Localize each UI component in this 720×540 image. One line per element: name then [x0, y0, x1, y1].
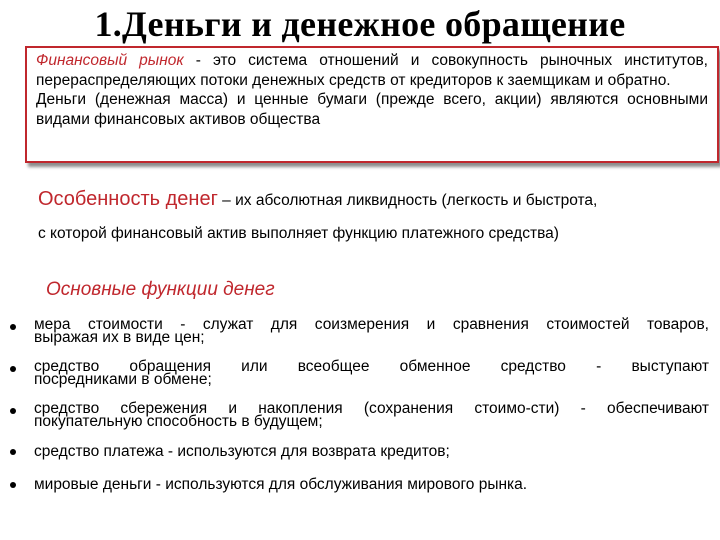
function-line: покупательную способность в будущем; [34, 413, 323, 430]
function-text [34, 402, 709, 428]
definition-box [25, 46, 719, 163]
assets-paragraph: Деньги (денежная масса) и ценные бумаги (прежде всего, акции) являются основными видами финансовых активов общества [36, 91, 708, 128]
functions-heading: Основные функции денег [46, 279, 275, 300]
function-line: мера стоимости - служат для соизмерения и сравнения стоимостей товаров, [34, 316, 709, 333]
function-line: посредниками в обмене; [34, 371, 212, 388]
function-line: средство обращения или всеобщее обменное средство - выступают [34, 358, 709, 375]
bullet-icon [10, 482, 16, 488]
function-text [34, 318, 709, 344]
money-feature [38, 183, 713, 250]
bullet-icon [10, 449, 16, 455]
feature-line-1 [38, 183, 713, 217]
function-text [34, 360, 709, 386]
definition-text: - это система отношений и совокупность рыночных институтов, перераспределяющих потоки денежных средств от кредиторов к заемщикам и обратно. [36, 52, 708, 89]
function-text: мировые деньги - используются для обслуживания мирового рынка. [34, 476, 528, 493]
function-line: средство сбережения и накопления (сохранения стоимо-сти) - обеспечивают [34, 400, 709, 417]
bullet-icon [10, 366, 16, 372]
slide-title: 1.Деньги и денежное обращение [94, 4, 626, 44]
feature-text-2: с которой финансовый актив выполняет функцию платежного средства) [38, 225, 559, 242]
definition-paragraph [36, 51, 708, 90]
bullet-icon [10, 408, 16, 414]
bullet-icon [10, 324, 16, 330]
definition-term: Финансовый рынок [36, 52, 184, 69]
feature-text-1: – их абсолютная ликвидность (легкость и быстрота, [217, 192, 598, 209]
feature-term: Особенность денег [38, 188, 218, 210]
function-text: средство платежа - используются для возврата кредитов; [34, 443, 450, 460]
function-line: выражая их в виде цен; [34, 329, 205, 346]
